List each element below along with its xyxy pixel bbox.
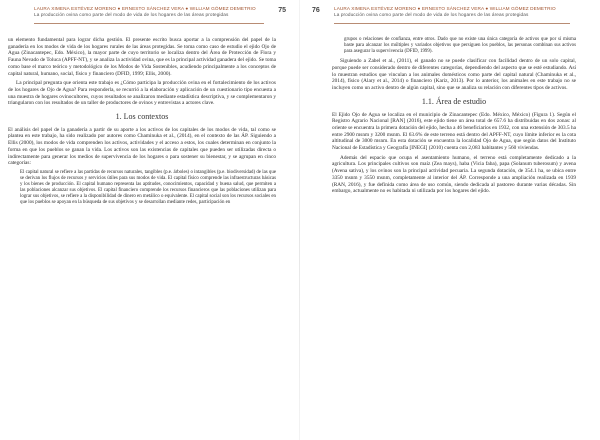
right-page-header (312, 6, 570, 30)
section-heading: 1.1. Área de estudio (421, 96, 487, 106)
block-quote: El capital natural se refiere a las partidas de recursos naturales, tangibles (p.e. árboles) o intangibles (p.e. biodiversidad) de las que se derivan los flujos de recursos y servicios útiles para sus modos de vida. El capital físico comprende las infraestructuras básicas y los bienes de producción. El capital humano representa las aptitudes, conocimientos, capacidad y buena salud, que permiten a las poblaciones alcanzar sus objetivos. El capital financiero comprende los recursos financieros que las poblaciones utilizan para lograr sus objetivos, se refiere a la disponibilidad de dinero en metálico o equivalente. El capital social son los recursos sociales en que los pueblos se apoyan en la búsqueda de sus objetivos y se desarrollan mediante redes, participación en (20, 169, 276, 206)
header-rule (334, 23, 570, 24)
header-authors: LAURA XIMENA ESTÉVEZ MORENO ● ERNESTO SÁNCHEZ VERA ● WILLIAM GÓMEZ DEMETRIO (34, 6, 256, 11)
page-number: 76 (312, 7, 320, 14)
paragraph: Además del espacio que ocupa el asentamiento humano, el terreno está completamente dedicado a la agricultura. Los principales cultivos son maíz (Zea mays), haba (Vicia faba), papa (Solanum tuberosum) y avena (Avena sativa), y los ovinos son la principal actividad pecuaria. La segunda dotación, de 354.1 ha, se ubica entre 3350 msnm y 3550 msnm, completamente al interior del ÁP. Corresponde a una ampliación realizada en 1939 (RAN, 2016), y fue definida como área de uso común, siendo dedicada al pastoreo durante varias décadas. Sin embargo, actualmente no es habitada ni utilizada por los hogares del ejido. (332, 154, 576, 195)
header-authors: LAURA XIMENA ESTÉVEZ MORENO ● ERNESTO SÁNCHEZ VERA ● WILLIAM GÓMEZ DEMETRIO (334, 6, 556, 11)
page-number: 75 (278, 7, 286, 14)
paragraph: La principal pregunta que orienta este trabajo es ¿Cómo participa la producción ovina en el fortalecimiento de los activos de los hogares de Ojo de Agua? Para responderla, se recurrió a la elaboración y aplicación de un cuestionario tipo encuesta a una muestra de hogares ovinocultores, cuyos resultados se analizaron mediante estadística descriptiva, y se complementaron y triangularon con los resultados de un taller de productores de ovinos y entrevistas a actores clave. (8, 80, 276, 107)
paragraph: un elemento fundamental para lograr dicha gestión. El presente escrito busca aportar a la comprensión del papel de la ganadería en los modos de vida de los hogares rurales de las áreas protegidas. Se toma como caso de estudio el ejido Ojo de Agua (Zinacantepec, Edo. México), la mayor parte de cuyo territorio se localiza dentro del Área de Protección de Flora y Fauna Nevado de Toluca (APFF-NT), y se analiza la actividad ovina, que es la principal actividad ganadera del ejido. Se toma como base el marco teórico y metodológico de los Modos de Vida Sostenibles, acudiendo principalmente a los conceptos de capital natural, humano, social, físico y financiero (DFID, 1999; Ellis, 2000). (8, 37, 276, 77)
right-page-body (332, 37, 576, 198)
left-page-header (34, 6, 286, 30)
paragraph: El análisis del papel de la ganadería a partir de su aporte a los activos de los capitales de los modos de vida, tal como se plantea en este trabajo, ha sido realizado por autores como Chaminuka et al., (2014), en el contexto de las ÁP. Siguiendo a Ellis (2000), los modos de vida comprenden los activos, actividades y el acceso a estos, los cuales determinan en conjunto la forma en que los pueblos se ganan la vida. Los activos son las existencias de capitales que pueden ser utilizadas directa o indirectamente para generar los medios de supervivencia de los hogares o para sostener su bienestar, y se agrupan en cinco categorías: (8, 126, 276, 167)
paragraph: Siguiendo a Zabel et al., (2011), el ganado no se puede clasificar con facilidad dentro de un solo capital, porque puede ser considerado dentro de diferentes categorías, dependiendo del aspecto que se esté estudiando. Así lo muestran estudios que vinculan a los animales domésticos como parte del capital natural (Chaminuka et al., 2014), físico (Alary et al., 2014) o financiero (Kariz, 2013). Por lo anterior, los animales en este trabajo no se incluyen como un activo dentro de algún capital, sino que se analiza su relación con diferentes tipos de activos. (332, 58, 576, 92)
right-page (300, 0, 600, 440)
header-subtitle: La producción ovina como parte del modo de vida de los hogares de las áreas protegidas (34, 12, 229, 18)
section-heading: 1. Los contextos (115, 112, 169, 122)
left-page-body (8, 37, 276, 210)
header-subtitle: La producción ovina como parte del modo de vida de los hogares de las áreas protegidas (334, 12, 529, 18)
block-quote-continued: grupos o relaciones de confianza, entre otros. Dado que no existe una única categoría de activos que por sí misma baste para alcanzar los múltiples y variados objetivos que persiguen los pueblos, las personas combinan sus activos para asegurar la supervivencia (DFID, 1999). (344, 37, 576, 55)
header-rule (34, 23, 264, 24)
paragraph: El Ejido Ojo de Agua se localiza en el municipio de Zinacantepec (Edo. México, México) (Figura 1). Según el Registro Agrario Nacional [RAN] (2016), este ejido tiene un área total de 657.6 ha distribuidas en dos zonas: al oriente se encuentra la primera dotación del ejido, hecha a 46 beneficiarios en 1932, con una extensión de 303.5 ha entre 2900 msnm y 3200 msnm. El 63.6% de este terreno está dentro del APFF-NT, cuyo límite inferior es la cota altitudinal de 3000 msnm. En esta dotación se encuentra la localidad Ojo de Agua, que según datos del Instituto Nacional de Estadística y Geografía [INEGI] (2010) cuenta con 2,083 habitantes y 560 viviendas. (332, 111, 576, 152)
